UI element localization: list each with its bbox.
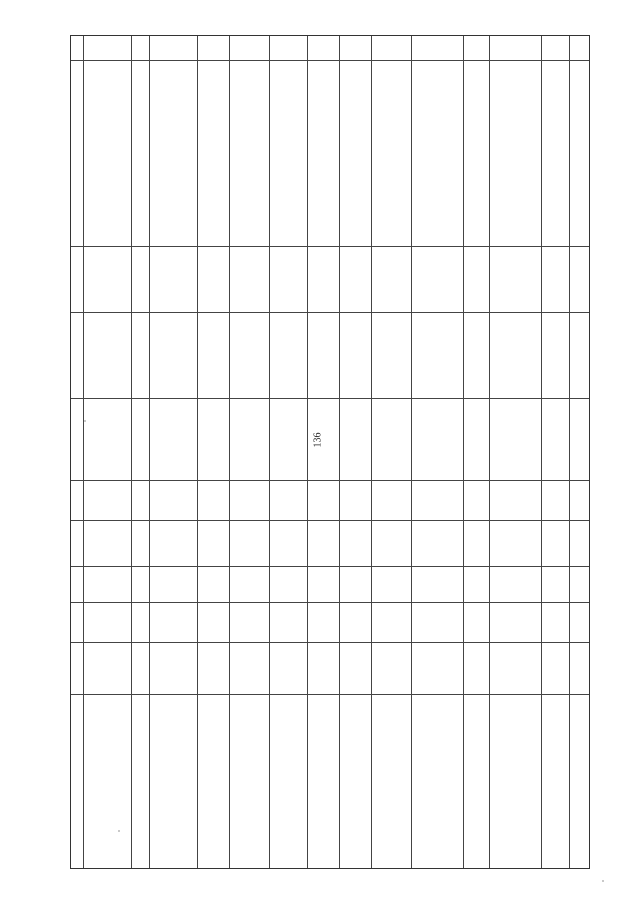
budget-table — [70, 35, 590, 869]
scan-speck — [84, 420, 86, 422]
scan-speck — [602, 880, 604, 882]
page-number: 136 — [312, 432, 324, 448]
scan-speck — [118, 830, 120, 832]
